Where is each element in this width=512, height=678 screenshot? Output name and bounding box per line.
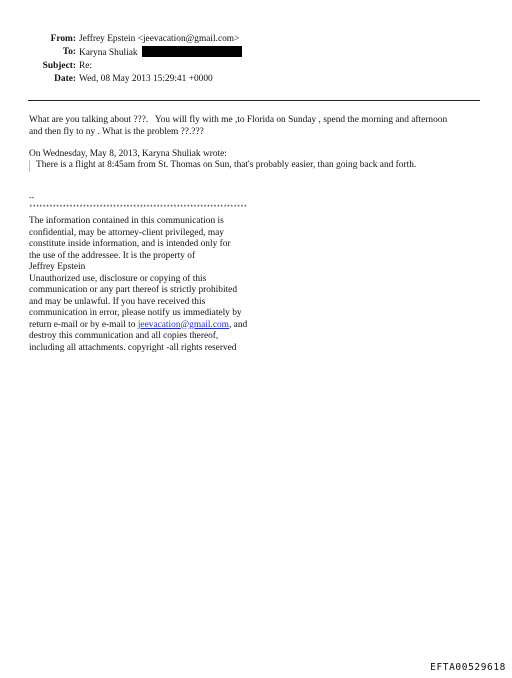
- redaction-box: [142, 46, 242, 57]
- signature-stars-line: *****************************************************************: [29, 204, 247, 211]
- subject-value: Re:: [79, 60, 93, 71]
- email-header: [0, 33, 512, 87]
- disclaimer-line: the use of the addressee. It is the property of: [29, 250, 196, 261]
- disclaimer-line: and may be unlawful. If you have received this: [29, 296, 206, 307]
- disclaimer-line-email: [29, 320, 289, 332]
- email-link[interactable]: jeevacation@gmail.com: [137, 319, 229, 330]
- disclaimer-line: destroy this communication and all copies thereof,: [29, 331, 219, 341]
- quoted-message: There is a flight at 8:45am from St. Thomas on Sun, that's probably easier, than going back and forth.: [29, 160, 484, 172]
- date-row: [0, 73, 512, 86]
- disclaimer-line: constitute inside information, and is intended only for: [29, 239, 231, 249]
- signature-separator: --: [29, 193, 35, 202]
- disclaimer-line: including all attachments. copyright -all rights reserved: [29, 342, 237, 353]
- quote-intro: On Wednesday, May 8, 2013, Karyna Shuliak wrote:: [29, 149, 227, 159]
- subject-label: Subject:: [42, 60, 76, 71]
- message-line-2: and then fly to ny . What is the problem ??.???: [29, 126, 204, 137]
- date-label: Date:: [54, 74, 76, 85]
- message-body: [29, 115, 484, 138]
- confidentiality-disclaimer: [29, 216, 289, 354]
- disclaimer-line: Jeffrey Epstein: [29, 262, 86, 272]
- to-value: Karyna Shuliak: [79, 48, 138, 59]
- to-value-wrap: [79, 46, 242, 60]
- disclaimer-line: communication or any part thereof is strictly prohibited: [29, 285, 238, 295]
- header-divider: [28, 100, 480, 101]
- date-value: Wed, 08 May 2013 15:29:41 +0000: [79, 74, 213, 85]
- from-value: Jeffrey Epstein <jeevacation@gmail.com>: [79, 34, 240, 44]
- to-label: To:: [62, 47, 76, 58]
- disclaimer-line: Unauthorized use, disclosure or copying of this: [29, 273, 207, 284]
- disclaimer-line: The information contained in this communication is: [29, 216, 224, 226]
- disclaimer-line: confidential, may be attorney-client privileged, may: [29, 227, 224, 238]
- document-id: EFTA00529618: [430, 662, 506, 673]
- disclaimer-email-suffix: , and: [228, 319, 248, 330]
- from-row: [0, 33, 512, 46]
- from-label: From:: [50, 34, 76, 44]
- subject-row: [0, 60, 512, 73]
- to-row: [0, 46, 512, 59]
- disclaimer-email-prefix: return e-mail or by e-mail to: [29, 319, 138, 330]
- message-line-1: What are you talking about ???. You will fly with me ,to Florida on Sunday , spend the morning and afternoon: [29, 115, 448, 125]
- disclaimer-line: communication in error, please notify us immediately by: [29, 308, 242, 318]
